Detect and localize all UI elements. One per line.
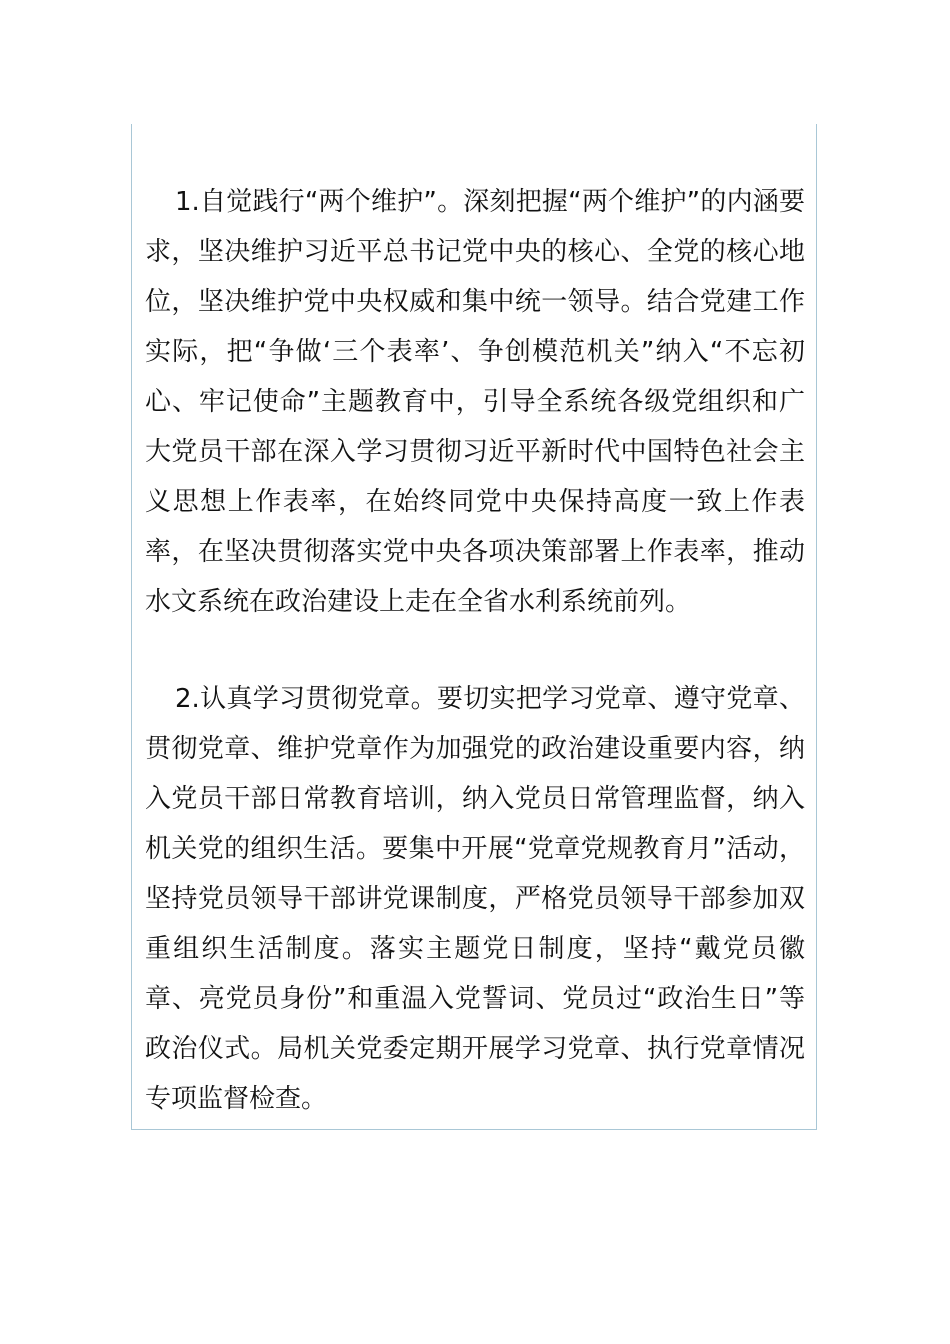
paragraph-party-constitution: 2.认真学习贯彻党章。要切实把学习党章、遵守党章、贯彻党章、维护党章作为加强党的政治建设重要内容，纳入党员干部日常教育培训，纳入党员日常管理监督，纳入机关党的组织生活。要集中开展“党章党规教育月”活动，坚持党员领导干部讲党课制度，严格党员领导干部参加双重组织生活制度。落实主题党日制度，坚持“戴党员徽章、亮党员身份”和重温入党誓词、党员过“政治生日”等政治仪式。局机关党委定期开展学习党章、执行党章情况专项监督检查。 <box>145 684 805 1114</box>
paragraph-two-maintenances: 1.自觉践行“两个维护”。深刻把握“两个维护”的内涵要求，坚决维护习近平总书记党中央的核心、全党的核心地位，坚决维护党中央权威和集中统一领导。结合党建工作实际，把“争做‘三个表率’、争创模范机关”纳入“不忘初心、牢记使命”主题教育中，引导全系统各级党组织和广大党员干部在深入学习贯彻习近平新时代中国特色社会主义思想上作表率，在始终同党中央保持高度一致上作表率，在坚决贯彻落实党中央各项决策部署上作表率，推动水文系统在政治建设上走在全省水利系统前列。 <box>145 187 805 617</box>
text-frame <box>131 124 817 1130</box>
